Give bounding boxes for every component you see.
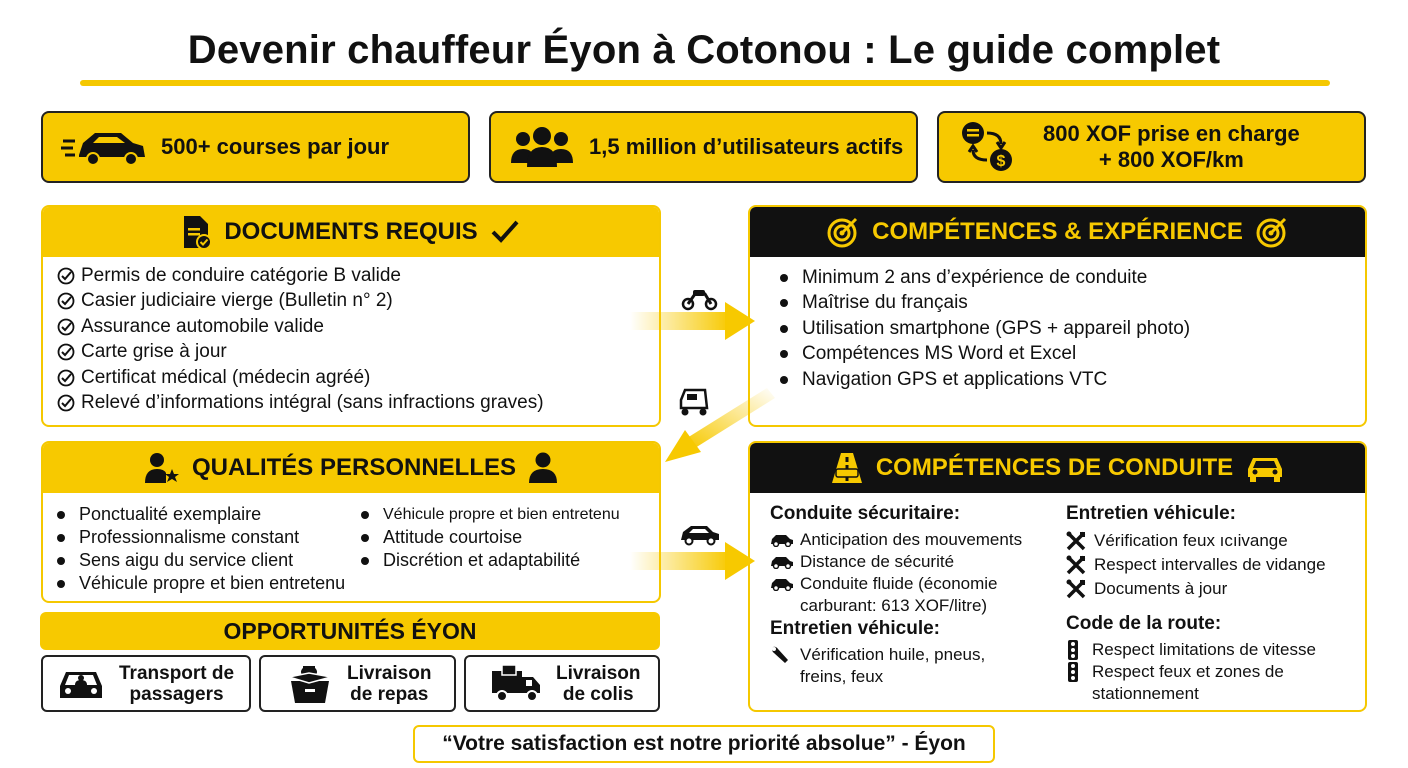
list-item xyxy=(57,526,345,549)
list-item xyxy=(57,572,345,595)
securitaire-section xyxy=(770,503,1060,617)
competences-list xyxy=(750,257,1365,393)
stat-courses-text: 500+ courses par jour xyxy=(161,134,390,159)
document-check-icon xyxy=(182,214,212,250)
list-item xyxy=(1066,639,1364,661)
opportunites-title: OPPORTUNITÉS ÉYON xyxy=(40,612,660,650)
list-item xyxy=(57,289,659,315)
stat-users xyxy=(489,111,918,183)
opportunite-line1: Transport de xyxy=(119,662,235,684)
checkmark-icon xyxy=(490,219,520,245)
documents-list xyxy=(43,257,659,416)
list-item xyxy=(770,666,1060,688)
list-item-text: freins, feux xyxy=(800,667,884,686)
competences-title: COMPÉTENCES & EXPÉRIENCE xyxy=(872,218,1243,245)
list-item xyxy=(780,367,1365,393)
stat-tarif-text xyxy=(1043,121,1300,173)
opportunite-repas-label xyxy=(347,663,431,705)
conduite-title: COMPÉTENCES DE CONDUITE xyxy=(875,454,1234,481)
list-item xyxy=(361,549,620,572)
check-circle-icon xyxy=(57,394,75,412)
list-item xyxy=(770,595,1060,617)
tools-icon xyxy=(1066,555,1086,575)
list-item-text: Respect limitations de vitesse xyxy=(1092,640,1316,659)
list-item xyxy=(770,551,1060,573)
list-item xyxy=(57,503,345,526)
wrench-icon xyxy=(770,645,792,665)
check-circle-icon xyxy=(57,343,75,361)
list-item xyxy=(57,365,659,391)
list-item-text: Ponctualité exemplaire xyxy=(79,504,262,524)
list-item-text: Relevé d’informations intégral (sans infractions graves) xyxy=(81,392,544,414)
list-item-text: stationnement xyxy=(1092,684,1199,703)
list-item-text: Vérification feux ıcıivange xyxy=(1094,531,1288,550)
qualites-title: QUALITÉS PERSONNELLES xyxy=(191,454,517,481)
list-item xyxy=(1066,553,1364,577)
list-item-text: Minimum 2 ans d’expérience de conduite xyxy=(802,266,1148,288)
qualites-list-left xyxy=(57,503,345,595)
documents-header xyxy=(43,207,659,257)
list-item-text: Carte grise à jour xyxy=(81,341,227,363)
money-exchange-icon xyxy=(957,120,1017,174)
list-item-text: Respect intervalles de vidange xyxy=(1094,555,1326,574)
stat-tarif-line2: + 800 XOF/km xyxy=(1098,147,1244,172)
documents-title: DOCUMENTS REQUIS xyxy=(224,218,478,245)
list-item-text: Discrétion et adaptabilité xyxy=(383,550,581,570)
list-item-text: Maîtrise du français xyxy=(802,292,968,314)
list-item-text: Casier judiciaire vierge (Bulletin n° 2) xyxy=(81,290,393,312)
list-item-text: Anticipation des mouvements xyxy=(800,530,1023,549)
target-icon xyxy=(826,215,860,249)
list-item xyxy=(770,573,1060,595)
opportunite-colis-label xyxy=(556,663,640,705)
opportunite-colis xyxy=(464,655,660,712)
list-item-text: Vérification huile, pneus, xyxy=(800,645,986,664)
svg-text:$: $ xyxy=(996,153,1006,170)
traffic-light-icon xyxy=(1066,640,1080,660)
connector-arrows xyxy=(625,280,775,620)
competences-panel xyxy=(748,205,1367,427)
list-item xyxy=(780,316,1365,342)
list-item xyxy=(1066,577,1364,601)
check-circle-icon xyxy=(57,318,75,336)
code-title: Code de la route: xyxy=(1066,613,1222,634)
opportunite-line2: passagers xyxy=(129,683,224,705)
food-box-icon xyxy=(287,663,333,705)
entretien-left-section xyxy=(770,618,1060,688)
list-item xyxy=(1066,683,1364,705)
list-item-text: Documents à jour xyxy=(1094,579,1228,598)
list-item xyxy=(57,391,659,417)
list-item xyxy=(770,644,1060,666)
list-item xyxy=(780,291,1365,317)
list-item-text: Certificat médical (médecin agréé) xyxy=(81,366,371,388)
target-icon xyxy=(1255,215,1289,249)
conduite-panel xyxy=(748,441,1367,712)
list-item xyxy=(770,529,1060,551)
traffic-light-icon xyxy=(1066,662,1080,682)
qualites-header xyxy=(43,443,659,493)
securitaire-title: Conduite sécuritaire: xyxy=(770,503,961,524)
list-item xyxy=(780,265,1365,291)
tools-icon xyxy=(1066,531,1086,551)
list-item-text: Utilisation smartphone (GPS + appareil photo) xyxy=(802,317,1191,339)
list-item-text: Assurance automobile valide xyxy=(81,315,324,337)
tools-icon xyxy=(1066,579,1086,599)
list-item-text: Distance de sécurité xyxy=(800,552,955,571)
stat-users-text: 1,5 million d’utilisateurs actifs xyxy=(589,134,904,159)
opportunite-line1: Livraison xyxy=(347,662,432,684)
entretien-left-list xyxy=(770,644,1060,688)
quote-banner: “Votre satisfaction est notre priorité absolue” - Éyon xyxy=(413,725,995,763)
title-underline xyxy=(80,80,1330,86)
list-item-text: Professionnalisme constant xyxy=(79,527,300,547)
list-item xyxy=(361,503,620,526)
entretien-right-list xyxy=(1066,529,1364,601)
list-item xyxy=(57,549,345,572)
tuktuk-icon xyxy=(681,390,707,416)
stat-tarif xyxy=(937,111,1366,183)
list-item-text: Permis de conduire catégorie B valide xyxy=(81,264,402,286)
opportunite-transport-label xyxy=(119,663,234,705)
qualites-panel xyxy=(41,441,661,603)
car-side-icon xyxy=(681,526,719,545)
entretien-right-title: Entretien véhicule: xyxy=(1066,503,1236,524)
competences-header xyxy=(750,207,1365,257)
taxi-passenger-icon xyxy=(57,664,105,704)
check-circle-icon xyxy=(57,267,75,285)
car-icon xyxy=(1245,453,1285,483)
list-item xyxy=(57,263,659,289)
page-title: Devenir chauffeur Éyon à Cotonou : Le guide complet xyxy=(187,28,1221,72)
list-item xyxy=(780,342,1365,368)
list-item-text: Véhicule propre et bien entretenu xyxy=(383,505,620,523)
user-star-icon xyxy=(144,451,180,485)
list-item-text: Compétences MS Word et Excel xyxy=(802,343,1077,365)
list-item xyxy=(57,340,659,366)
list-item-text: carburant: 613 XOF/litre) xyxy=(800,596,988,615)
list-item xyxy=(57,314,659,340)
stat-tarif-line1: 800 XOF prise en charge xyxy=(1043,121,1300,146)
list-item xyxy=(1066,529,1364,553)
code-list xyxy=(1066,639,1364,705)
conduite-header xyxy=(750,443,1365,493)
list-item xyxy=(1066,661,1364,683)
delivery-truck-icon xyxy=(490,665,542,703)
securitaire-list xyxy=(770,529,1060,617)
stat-courses xyxy=(41,111,470,183)
opportunite-line1: Livraison xyxy=(556,662,641,684)
car-speed-icon xyxy=(61,125,147,169)
check-circle-icon xyxy=(57,369,75,387)
motorcycle-icon xyxy=(683,290,716,309)
entretien-left-title: Entretien véhicule: xyxy=(770,618,940,639)
entretien-right-section xyxy=(1066,503,1364,601)
opportunite-repas xyxy=(259,655,456,712)
list-item-text: Attitude courtoise xyxy=(383,527,523,547)
list-item-text: Conduite fluide (économie xyxy=(800,574,998,593)
code-section xyxy=(1066,613,1364,705)
list-item xyxy=(361,526,620,549)
list-item-text: Sens aigu du service client xyxy=(79,550,294,570)
qualites-list-right xyxy=(361,503,620,572)
user-icon xyxy=(528,451,558,485)
check-circle-icon xyxy=(57,292,75,310)
opportunite-line2: de repas xyxy=(350,683,429,705)
opportunite-line2: de colis xyxy=(562,683,634,705)
list-item-text: Respect feux et zones de xyxy=(1092,662,1284,681)
list-item-text: Navigation GPS et applications VTC xyxy=(802,368,1108,390)
opportunite-transport xyxy=(41,655,251,712)
arrow-right-2 xyxy=(630,542,755,580)
list-item-text: Véhicule propre et bien entretenu xyxy=(79,573,346,593)
road-icon xyxy=(830,451,864,485)
documents-panel xyxy=(41,205,661,427)
users-icon xyxy=(509,125,575,169)
